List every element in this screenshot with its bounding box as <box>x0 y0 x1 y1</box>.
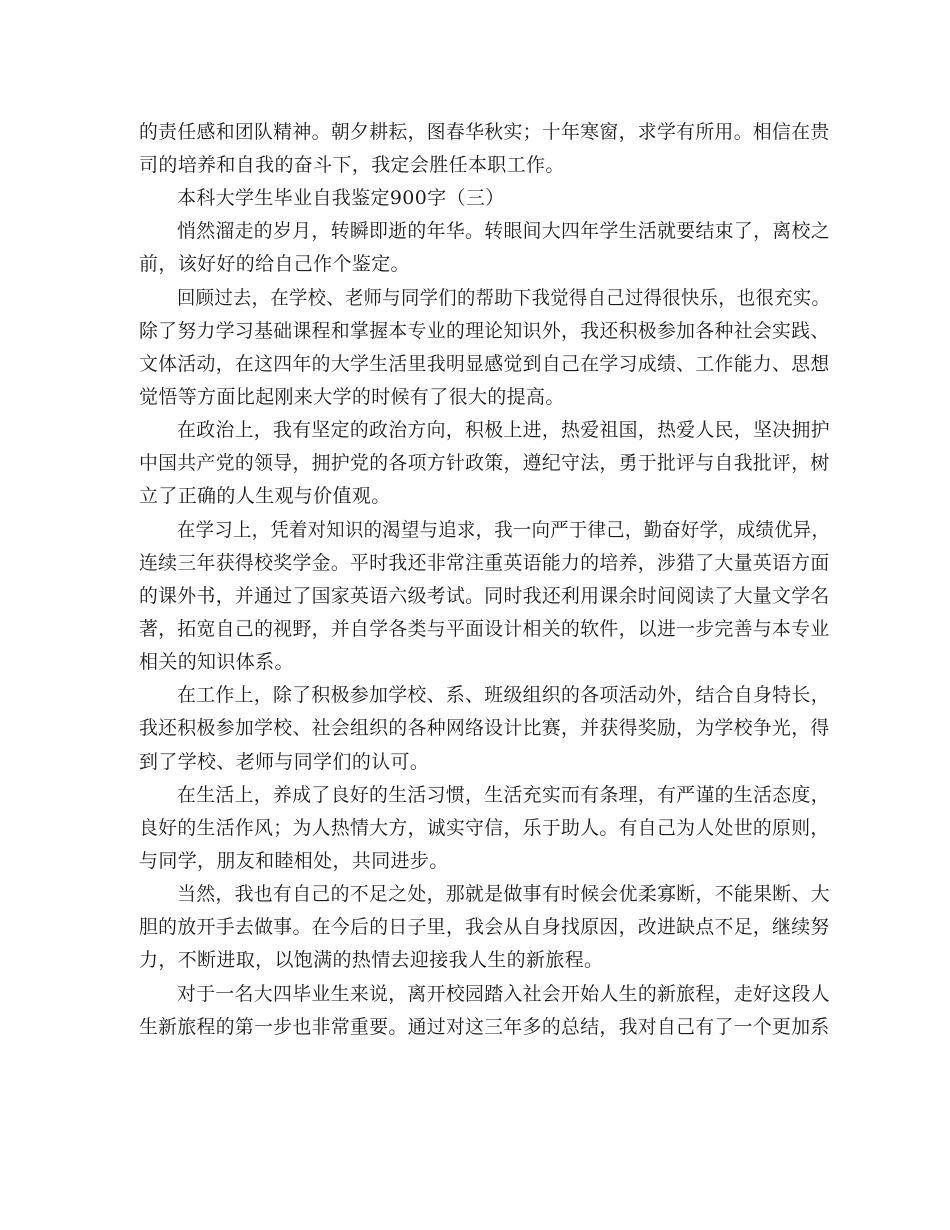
text-line-5: 前，该好好的给自己作个鉴定。 <box>139 253 410 275</box>
text-line-25: 胆的放开手去做事。在今后的日子里，我会从自身找原因，改进缺点不足，继续努 <box>139 916 830 938</box>
text-line-21: 在生活上，养成了良好的生活习惯，生活充实而有条理，有严谨的生活态度， <box>177 784 830 806</box>
text-line-12: 立了正确的人生观与价值观。 <box>139 485 391 507</box>
text-line-27: 对于一名大四毕业生来说，离开校园踏入社会开始人生的新旅程，走好这段人 <box>177 983 830 1005</box>
text-line-13: 在学习上，凭着对知识的渴望与追求，我一向严于律己，勤奋好学，成绩优异， <box>177 519 831 541</box>
text-line-24: 当然，我也有自己的不足之处，那就是做事有时候会优柔寡断，不能果断、大 <box>177 883 830 905</box>
text-line-20: 到了学校、老师与同学们的认可。 <box>139 751 430 773</box>
text-line-22: 良好的生活作风；为人热情大方，诚实守信，乐于助人。有自己为人处世的原则， <box>139 817 830 839</box>
text-line-4: 悄然溜走的岁月，转瞬即逝的年华。转眼间大四年学生活就要结束了，离校之 <box>177 220 830 242</box>
text-line-9: 觉悟等方面比起刚来大学的时候有了很大的提高。 <box>139 386 565 408</box>
text-line-1: 的责任感和团队精神。朝夕耕耘，图春华秋实；十年寒窗，求学有所用。相信在贵 <box>139 121 830 143</box>
text-line-7: 除了努力学习基础课程和掌握本专业的理论知识外，我还积极参加各种社会实践、 <box>139 320 830 342</box>
text-line-16: 著，拓宽自己的视野，并自学各类与平面设计相关的软件，以进一步完善与本专业 <box>139 618 830 640</box>
text-line-23: 与同学，朋友和睦相处，共同进步。 <box>139 850 449 872</box>
text-line-15: 的课外书，并通过了国家英语六级考试。同时我还利用课余时间阅读了大量文学名 <box>139 585 830 607</box>
text-line-19: 我还积极参加学校、社会组织的各种网络设计比赛，并获得奖励，为学校争光，得 <box>139 717 830 739</box>
text-line-10: 在政治上，我有坚定的政治方向，积极上进，热爱祖国，热爱人民，坚决拥护 <box>177 419 830 441</box>
text-line-18: 在工作上，除了积极参加学校、系、班级组织的各项活动外，结合自身特长， <box>177 684 830 706</box>
section-heading: 本科大学生毕业自我鉴定900字（三） <box>177 187 505 209</box>
text-line-8: 文体活动，在这四年的大学生活里我明显感觉到自己在学习成绩、工作能力、思想 <box>139 353 830 375</box>
text-line-6: 回顾过去，在学校、老师与同学们的帮助下我觉得自己过得很快乐，也很充实。 <box>177 287 831 309</box>
text-line-14: 连续三年获得校奖学金。平时我还非常注重英语能力的培养，涉猎了大量英语方面 <box>139 552 830 574</box>
text-line-26: 力，不断进取，以饱满的热情去迎接我人生的新旅程。 <box>139 949 604 971</box>
text-line-17: 相关的知识体系。 <box>139 651 294 673</box>
text-line-2: 司的培养和自我的奋斗下，我定会胜任本职工作。 <box>139 154 565 176</box>
text-line-28: 生新旅程的第一步也非常重要。通过对这三年多的总结，我对自己有了一个更加系 <box>139 1016 830 1038</box>
text-line-11: 中国共产党的领导，拥护党的各项方针政策，遵纪守法，勇于批评与自我批评，树 <box>139 452 830 474</box>
